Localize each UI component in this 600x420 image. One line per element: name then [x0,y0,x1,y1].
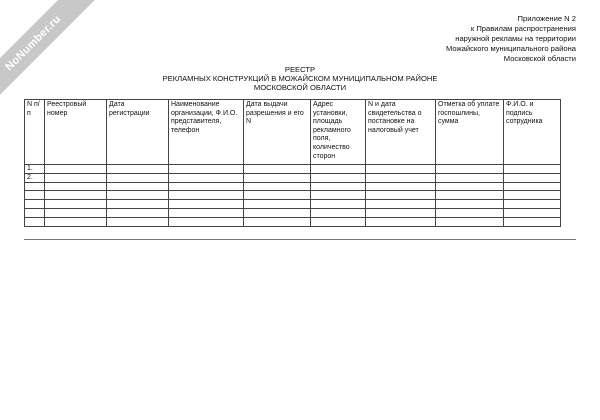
col-header-fee-payment: Отметка об уплате госпошлины, сумма [436,100,504,165]
table-cell [169,165,244,174]
table-cell [107,182,169,191]
table-cell [366,217,436,226]
table-cell [311,200,366,209]
table-cell [244,182,311,191]
table-cell [436,208,504,217]
col-header-employee-signature: Ф.И.О. и подпись сотрудника [504,100,561,165]
table-cell [436,165,504,174]
table-cell [504,217,561,226]
table-cell [107,191,169,200]
col-header-tax-certificate: N и дата свидетельства о постановке на налоговый учет [366,100,436,165]
appendix-line: к Правилам распространения [470,24,576,33]
table-cell [169,200,244,209]
appendix-line: Приложение N 2 [517,14,576,23]
registry-table [24,99,561,227]
table-cell [311,217,366,226]
table-cell [25,217,45,226]
appendix-note [446,14,576,64]
table-cell: 2. [25,173,45,182]
table-cell [366,208,436,217]
appendix-line: наружной рекламы на территории [455,34,576,43]
table-cell [366,173,436,182]
table-cell [504,173,561,182]
table-cell [244,217,311,226]
watermark: NoNumber.ru [0,0,103,112]
appendix-line: Московской области [503,54,576,63]
col-header-number: N п/п [25,100,45,165]
table-cell [244,208,311,217]
col-header-address: Адрес установки, площадь рекламного поля, количество сторон [311,100,366,165]
table-cell [436,200,504,209]
table-row [25,182,561,191]
table-cell [25,208,45,217]
table-row [25,208,561,217]
table-row [25,173,561,182]
table-cell [45,182,107,191]
table-row [25,165,561,174]
table-cell [45,208,107,217]
table-cell [169,191,244,200]
table-cell [244,173,311,182]
table-cell [311,191,366,200]
table-cell [436,182,504,191]
table-body [25,165,561,227]
table-cell [504,182,561,191]
table-cell [169,208,244,217]
table-cell [45,200,107,209]
table-cell: 1. [25,165,45,174]
title-line: МОСКОВСКОЙ ОБЛАСТИ [253,83,347,92]
table-cell [107,165,169,174]
table-cell [25,200,45,209]
table-cell [107,173,169,182]
table-cell [244,165,311,174]
table-cell [45,217,107,226]
table-cell [311,208,366,217]
table-cell [25,191,45,200]
table-cell [169,173,244,182]
table-header-row [25,100,561,165]
table-cell [244,191,311,200]
divider-line [24,239,576,240]
table-cell [244,200,311,209]
table-cell [107,208,169,217]
table-cell [107,200,169,209]
col-header-permit-date: Дата выдачи разрешения и его N [244,100,311,165]
table-cell [436,217,504,226]
table-cell [366,191,436,200]
table-cell [366,182,436,191]
table-cell [366,200,436,209]
table-cell [504,165,561,174]
table-cell [45,191,107,200]
table-cell [107,217,169,226]
col-header-registry-number: Реестровый номер [45,100,107,165]
table-cell [45,173,107,182]
col-header-organization: Наименование организации, Ф.И.О. представителя, телефон [169,100,244,165]
table-cell [504,200,561,209]
table-cell [311,182,366,191]
table-cell [504,208,561,217]
table-cell [311,165,366,174]
appendix-line: Можайского муниципального района [446,44,576,53]
table-row [25,191,561,200]
table-cell [311,173,366,182]
table-cell [366,165,436,174]
table-cell [45,165,107,174]
table-cell [169,182,244,191]
table-row [25,217,561,226]
title-line: РЕЕСТР [284,65,316,74]
title-line: РЕКЛАМНЫХ КОНСТРУКЦИЙ В МОЖАЙСКОМ МУНИЦИПАЛЬНОМ РАЙОНЕ [162,74,438,83]
table-cell [436,191,504,200]
table-cell [436,173,504,182]
table-cell [25,182,45,191]
table-row [25,200,561,209]
document-title [0,65,600,92]
table-cell [504,191,561,200]
col-header-registration-date: Дата регистрации [107,100,169,165]
table-cell [169,217,244,226]
